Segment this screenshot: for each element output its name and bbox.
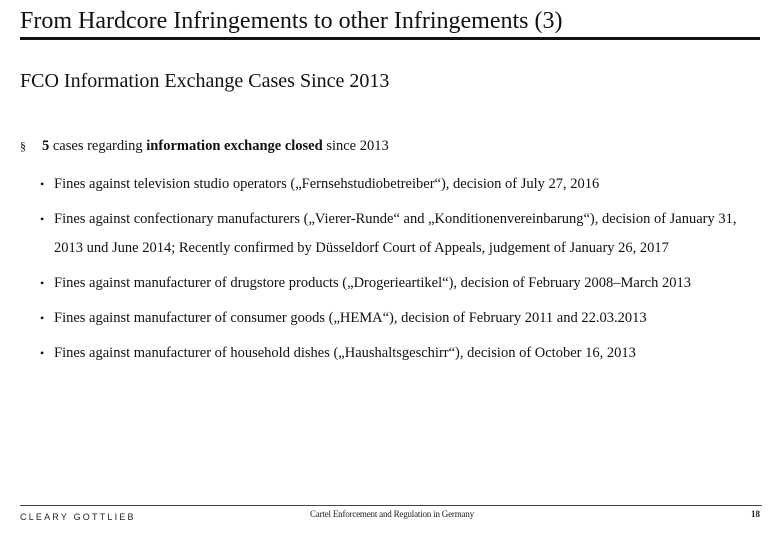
case-item-text: Fines against manufacturer of household dishes („Haushaltsgeschirr“), decision of October 16, 2013 bbox=[54, 345, 636, 361]
footer-divider bbox=[20, 505, 762, 506]
case-count: 5 bbox=[42, 138, 50, 154]
main-bullet-text-a: cases regarding bbox=[49, 138, 147, 154]
case-list bbox=[40, 170, 765, 374]
case-item-consumer-goods bbox=[40, 304, 765, 333]
case-item-television bbox=[40, 170, 765, 199]
main-bullet-text-b: since 2013 bbox=[322, 138, 389, 154]
bullet-dot-icon: • bbox=[40, 276, 45, 290]
case-item-household-dishes bbox=[40, 339, 765, 368]
slide-title: From Hardcore Infringements to other Infringements (3) bbox=[20, 6, 760, 40]
page-number: 18 bbox=[751, 509, 760, 519]
case-item-text: Fines against manufacturer of drugstore products („Drogerieartikel“), decision of February 2008–March 2013 bbox=[54, 275, 691, 291]
case-item-confectionary bbox=[40, 205, 765, 263]
case-item-text: Fines against manufacturer of consumer goods („HEMA“), decision of February 2011 and 22.03.2013 bbox=[54, 310, 647, 326]
company-logo: CLEARY GOTTLIEB bbox=[20, 512, 136, 522]
footer-caption: Cartel Enforcement and Regulation in Germany bbox=[310, 509, 474, 519]
bullet-dot-icon: • bbox=[40, 311, 45, 325]
case-item-text: Fines against confectionary manufacturers („Vierer-Runde“ and „Konditionenvereinbarung“), decision of January 31, 2013 und June 2014; Recently confirmed by Düsseldorf Court of Appeals, judgement of January 26, 2017 bbox=[54, 211, 737, 256]
section-bullet-icon: § bbox=[20, 139, 26, 153]
main-bullet-bold: information exchange closed bbox=[146, 138, 323, 154]
bullet-dot-icon: • bbox=[40, 212, 45, 226]
bullet-dot-icon: • bbox=[40, 346, 45, 360]
slide-subtitle: FCO Information Exchange Cases Since 2013 bbox=[20, 70, 390, 92]
main-bullet bbox=[20, 136, 760, 156]
bullet-dot-icon: • bbox=[40, 177, 45, 191]
case-item-text: Fines against television studio operators („Fernsehstudiobetreiber“), decision of July 27, 2016 bbox=[54, 176, 600, 192]
case-item-drugstore bbox=[40, 269, 765, 298]
